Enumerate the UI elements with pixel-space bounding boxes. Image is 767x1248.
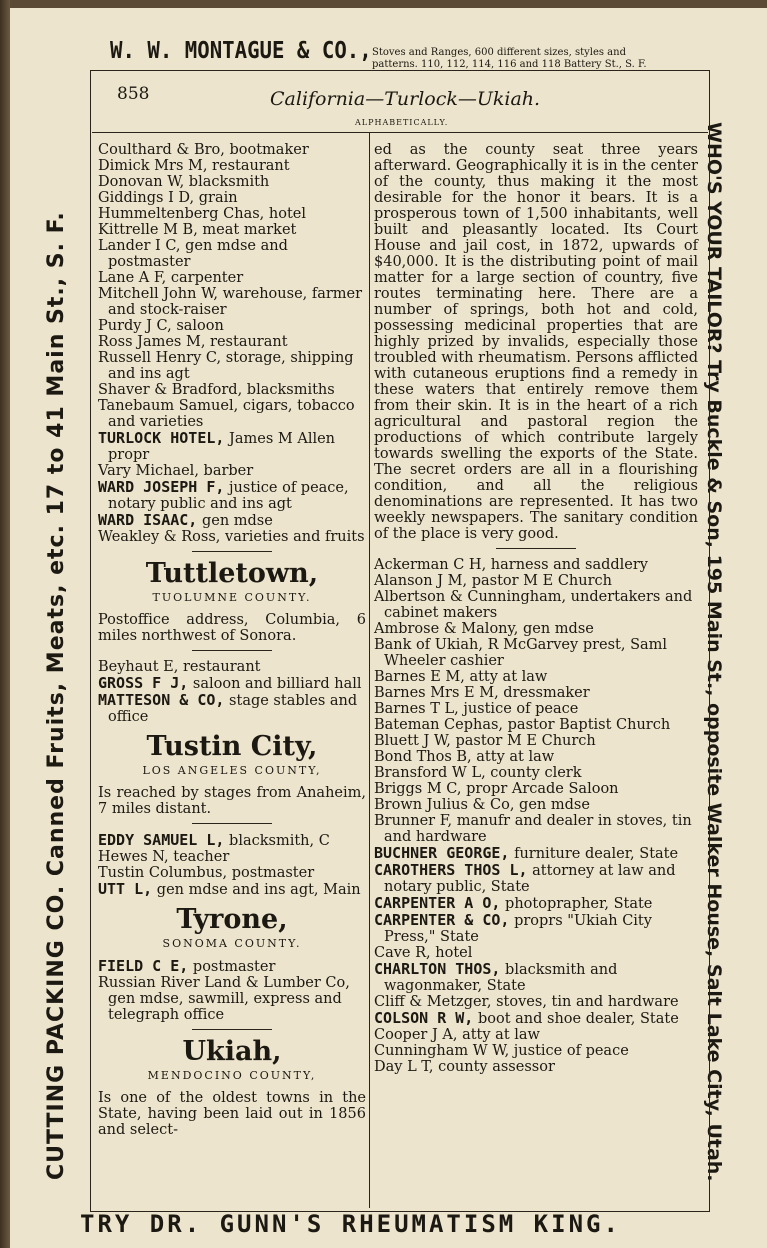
directory-entry <box>98 174 366 190</box>
entry-name: GROSS F J, <box>98 674 189 692</box>
section-separator <box>496 548 576 549</box>
directory-entry <box>98 222 366 238</box>
entry-name: Ambrose & Malony, gen mdse <box>374 621 594 637</box>
directory-entry <box>374 733 698 749</box>
entry-name: Cooper J A, atty at law <box>374 1027 540 1043</box>
directory-entry <box>98 881 366 898</box>
section-separator <box>192 650 272 651</box>
top-ad-line1: Stoves and Ranges, 600 different sizes, styles and <box>372 47 626 58</box>
directory-entry <box>98 463 366 479</box>
ukiah-description-cont: ed as the county seat three years afterward. Geographically it is in the center of the county, thus making it the most desirable for the honor it bears. It is a prosperous town of 1,500 inhabitants, well built and pleasantly located. Its Court House and jail cost, in 1872, upwards of $40,000. It is the distributing point of mail matter for a large section of country, five routes terminating here. There are a number of springs, both hot and cold, possessing medicinal properties that are highly prized by invalids, especially those troubled with rheumatism. Persons afflicted with cutaneous eruptions find a remedy in these waters that entirely remove them from their skin. It is in the heart of a rich agricultural and pastoral region the productions of which contribute largely towards swelling the exports of the State. The secret orders are all in a flourishing condition, and all the religious denominations are represented. It has two weekly newspapers. The sanitary condition of the place is very good. <box>374 142 698 542</box>
town-title-tyrone: Tyrone, <box>176 904 288 935</box>
entry-name: CARPENTER A O, <box>374 894 501 912</box>
page-number: 858 <box>117 84 150 104</box>
book-spine <box>0 0 10 1248</box>
entry-name: Brunner F, manufr and dealer in stoves, tin and hardware <box>374 813 692 845</box>
directory-entry <box>98 350 366 382</box>
left-margin-advertisement: CUTTING PACKING CO. Canned Fruits, Meats, etc. 17 to 41 Main St., S. F. <box>44 211 69 1180</box>
entry-name: Cliff & Metzger, stoves, tin and hardware <box>374 994 679 1010</box>
directory-entry <box>374 912 698 945</box>
entry-name: Barnes T L, justice of peace <box>374 701 579 717</box>
tyrone-entries <box>98 958 366 1023</box>
directory-entry <box>374 765 698 781</box>
directory-entry <box>374 685 698 701</box>
directory-entry <box>374 845 698 862</box>
right-margin-advertisement: WHO'S YOUR TAILOR? Try Buckle & Son, 195 Main St., opposite Walker House, Salt Lake City, Utah. <box>703 122 725 1182</box>
directory-entry <box>374 573 698 589</box>
entry-name: WARD ISAAC, <box>98 511 198 529</box>
running-head: California—Turlock—Ukiah. <box>270 88 541 110</box>
directory-entry <box>98 238 366 270</box>
directory-entry <box>374 895 698 912</box>
directory-entry <box>98 334 366 350</box>
entry-name: Ross James M, restaurant <box>98 334 288 350</box>
entry-name: CARPENTER & CO, <box>374 911 510 929</box>
entry-name: BUCHNER GEORGE, <box>374 844 510 862</box>
directory-entry <box>98 382 366 398</box>
section-separator <box>192 1029 272 1030</box>
entry-name: Bransford W L, county clerk <box>374 765 582 781</box>
entry-name: Ackerman C H, harness and saddlery <box>374 557 648 573</box>
entry-name: Briggs M C, propr Arcade Saloon <box>374 781 619 797</box>
directory-entry <box>374 862 698 895</box>
entry-name: CAROTHERS THOS L, <box>374 861 528 879</box>
entry-detail: boot and shoe dealer, State <box>473 1011 679 1027</box>
top-ad-name: W. W. MONTAGUE & CO., <box>110 38 372 64</box>
section-separator <box>192 551 272 552</box>
town-title-ukiah: Ukiah, <box>182 1036 282 1067</box>
directory-entry <box>374 669 698 685</box>
entry-name: MATTESON & CO, <box>98 691 225 709</box>
directory-entry <box>374 1043 698 1059</box>
directory-entry <box>98 430 366 463</box>
column-divider <box>369 132 370 1208</box>
entry-name: Bank of Ukiah, R McGarvey prest, Saml Wheeler cashier <box>374 637 668 669</box>
entry-detail: blacksmith, C <box>224 833 330 849</box>
entry-detail: stage stables and office <box>108 693 358 725</box>
entry-name: Lane A F, carpenter <box>98 270 244 286</box>
directory-entry <box>374 961 698 994</box>
entry-detail: photoprapher, State <box>500 896 653 912</box>
county-tuttletown: TUOLUMNE COUNTY. <box>152 591 312 604</box>
entry-name: Tanebaum Samuel, cigars, tobacco and varieties <box>98 398 355 430</box>
entry-name: FIELD C E, <box>98 957 189 975</box>
town-title-tustin: Tustin City, <box>146 731 318 762</box>
directory-entry <box>374 994 698 1010</box>
directory-entry <box>98 318 366 334</box>
directory-entry <box>98 512 366 529</box>
directory-entry <box>98 865 366 881</box>
entry-detail: blacksmith and wagonmaker, State <box>384 962 618 994</box>
entry-name: Hewes N, teacher <box>98 849 230 865</box>
directory-entry <box>98 659 366 675</box>
entry-name: Russell Henry C, storage, shipping and ins agt <box>98 350 354 382</box>
directory-entry <box>98 849 366 865</box>
entry-detail: gen mdse <box>197 513 273 529</box>
entry-name: TURLOCK HOTEL, <box>98 429 225 447</box>
directory-entry <box>374 1027 698 1043</box>
directory-entry <box>98 958 366 975</box>
bottom-advertisement: TRY DR. GUNN'S RHEUMATISM KING. <box>80 1210 621 1238</box>
ukiah-description-start: Is one of the oldest towns in the State, having been laid out in 1856 and select- <box>98 1090 366 1138</box>
ukiah-entries <box>374 557 698 1075</box>
entry-name: Shaver & Bradford, blacksmiths <box>98 382 335 398</box>
entry-name: Bond Thos B, atty at law <box>374 749 555 765</box>
tuttletown-entries <box>98 659 366 725</box>
tustin-entries <box>98 832 366 898</box>
entry-name: Russian River Land & Lumber Co, gen mdse, sawmill, express and telegraph office <box>98 975 350 1023</box>
entry-name: Barnes Mrs E M, dressmaker <box>374 685 590 701</box>
directory-entry <box>374 813 698 845</box>
directory-entry <box>98 286 366 318</box>
directory-entry <box>98 675 366 692</box>
entry-name: Day L T, county assessor <box>374 1059 555 1075</box>
section-separator <box>192 823 272 824</box>
directory-entry <box>98 190 366 206</box>
turlock-entries <box>98 142 366 545</box>
entry-name: Bluett J W, pastor M E Church <box>374 733 596 749</box>
entry-name: Hummeltenberg Chas, hotel <box>98 206 306 222</box>
directory-entry <box>374 1010 698 1027</box>
entry-name: Brown Julius & Co, gen mdse <box>374 797 590 813</box>
county-ukiah: MENDOCINO COUNTY, <box>147 1069 317 1082</box>
directory-entry <box>98 158 366 174</box>
entry-name: Weakley & Ross, varieties and fruits <box>98 529 365 545</box>
tuttletown-description: Postoffice address, Columbia, 6 miles northwest of Sonora. <box>98 612 366 644</box>
entry-detail: saloon and billiard hall <box>188 676 362 692</box>
entry-name: WARD JOSEPH F, <box>98 478 225 496</box>
entry-name: UTT L, <box>98 880 153 898</box>
entry-name: CHARLTON THOS, <box>374 960 501 978</box>
directory-entry <box>374 797 698 813</box>
directory-entry <box>374 717 698 733</box>
directory-entry <box>98 142 366 158</box>
directory-entry <box>374 557 698 573</box>
directory-entry <box>98 206 366 222</box>
entry-name: Beyhaut E, restaurant <box>98 659 261 675</box>
entry-name: Donovan W, blacksmith <box>98 174 270 190</box>
header-rule <box>92 132 708 133</box>
entry-name: Mitchell John W, warehouse, farmer and stock-raiser <box>98 286 363 318</box>
directory-entry <box>374 621 698 637</box>
directory-entry <box>98 479 366 512</box>
directory-entry <box>98 832 366 849</box>
entry-name: Giddings I D, grain <box>98 190 238 206</box>
entry-name: COLSON R W, <box>374 1009 474 1027</box>
entry-name: Albertson & Cunningham, undertakers and cabinet makers <box>374 589 693 621</box>
entry-detail: furniture dealer, State <box>509 846 679 862</box>
entry-detail: postmaster <box>188 959 276 975</box>
entry-name: Bateman Cephas, pastor Baptist Church <box>374 717 671 733</box>
entry-name: Lander I C, gen mdse and postmaster <box>98 238 288 270</box>
entry-name: Tustin Columbus, postmaster <box>98 865 315 881</box>
directory-entry <box>98 975 366 1023</box>
directory-entry <box>374 637 698 669</box>
right-column <box>374 142 698 1075</box>
entry-detail: proprs "Ukiah City Press," State <box>384 913 652 945</box>
directory-entry <box>374 701 698 717</box>
entry-name: EDDY SAMUEL L, <box>98 831 225 849</box>
tustin-description: Is reached by stages from Anaheim, 7 miles distant. <box>98 785 366 817</box>
left-column <box>98 142 366 1138</box>
directory-entry <box>98 692 366 725</box>
entry-detail: James M Allen propr <box>108 431 336 463</box>
directory-entry <box>374 1059 698 1075</box>
directory-entry <box>374 945 698 961</box>
directory-entry <box>98 398 366 430</box>
entry-name: Kittrelle M B, meat market <box>98 222 297 238</box>
entry-name: Dimick Mrs M, restaurant <box>98 158 290 174</box>
entry-name: Coulthard & Bro, bootmaker <box>98 142 309 158</box>
directory-entry <box>98 270 366 286</box>
alphabetically-subhead: ALPHABETICALLY. <box>355 118 449 127</box>
entry-detail: gen mdse and ins agt, Main <box>152 882 361 898</box>
entry-detail: attorney at law and notary public, State <box>384 863 676 895</box>
town-title-tuttletown: Tuttletown, <box>145 558 319 589</box>
directory-entry <box>374 589 698 621</box>
top-ad-line2: patterns. 110, 112, 114, 116 and 118 Battery St., S. F. <box>372 59 647 70</box>
directory-entry <box>374 781 698 797</box>
county-tyrone: SONOMA COUNTY. <box>162 937 302 950</box>
directory-entry <box>374 749 698 765</box>
entry-detail: justice of peace, notary public and ins agt <box>108 480 349 512</box>
entry-name: Cave R, hotel <box>374 945 473 961</box>
entry-name: Purdy J C, saloon <box>98 318 224 334</box>
county-tustin: LOS ANGELES COUNTY, <box>142 764 322 777</box>
entry-name: Vary Michael, barber <box>98 463 254 479</box>
entry-name: Cunningham W W, justice of peace <box>374 1043 629 1059</box>
entry-name: Alanson J M, pastor M E Church <box>374 573 612 589</box>
top-ad-details <box>372 47 722 71</box>
directory-entry <box>98 529 366 545</box>
entry-name: Barnes E M, atty at law <box>374 669 548 685</box>
